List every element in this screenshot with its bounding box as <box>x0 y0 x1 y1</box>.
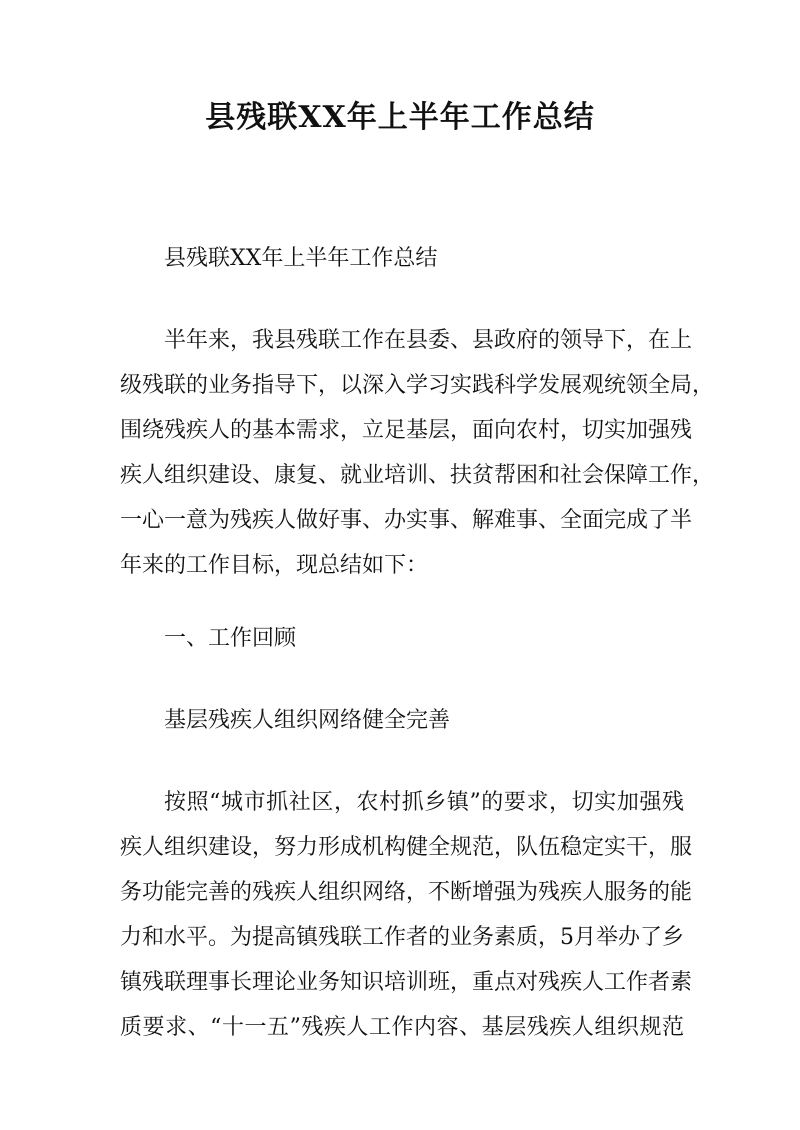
section-heading: 一、工作回顾 <box>164 626 297 651</box>
paragraph-line: 年来的工作目标，现总结如下： <box>120 553 429 578</box>
paragraph-line: 务功能完善的残疾人组织网络，不断增强为残疾人服务的能 <box>120 880 693 905</box>
section-subheading: 基层残疾人组织网络健全完善 <box>164 708 451 733</box>
paragraph-line: 围绕残疾人的基本需求，立足基层，面向农村，切实加强残 <box>120 418 693 443</box>
intro-paragraph <box>120 318 715 588</box>
paragraph-line: 质要求、“十一五”残疾人工作内容、基层残疾人组织规范 <box>120 1015 684 1040</box>
body-paragraph <box>120 780 693 1050</box>
document-title: 县残联XX年上半年工作总结 <box>205 100 595 135</box>
paragraph-line: 半年来，我县残联工作在县委、县政府的领导下，在上 <box>164 328 693 353</box>
document-subtitle: 县残联XX年上半年工作总结 <box>164 246 438 271</box>
paragraph-line: 一心一意为残疾人做好事、办实事、解难事、全面完成了半 <box>120 508 693 533</box>
paragraph-line: 镇残联理事长理论业务知识培训班，重点对残疾人工作者素 <box>120 970 693 995</box>
paragraph-line: 级残联的业务指导下，以深入学习实践科学发展观统领全局， <box>120 373 715 398</box>
paragraph-line: 疾人组织建设、康复、就业培训、扶贫帮困和社会保障工作， <box>120 463 715 488</box>
paragraph-line: 力和水平。为提高镇残联工作者的业务素质，5月举办了乡 <box>120 925 684 950</box>
paragraph-line: 疾人组织建设，努力形成机构健全规范，队伍稳定实干，服 <box>120 835 693 860</box>
paragraph-line: 按照“城市抓社区，农村抓乡镇”的要求，切实加强残 <box>164 790 684 815</box>
